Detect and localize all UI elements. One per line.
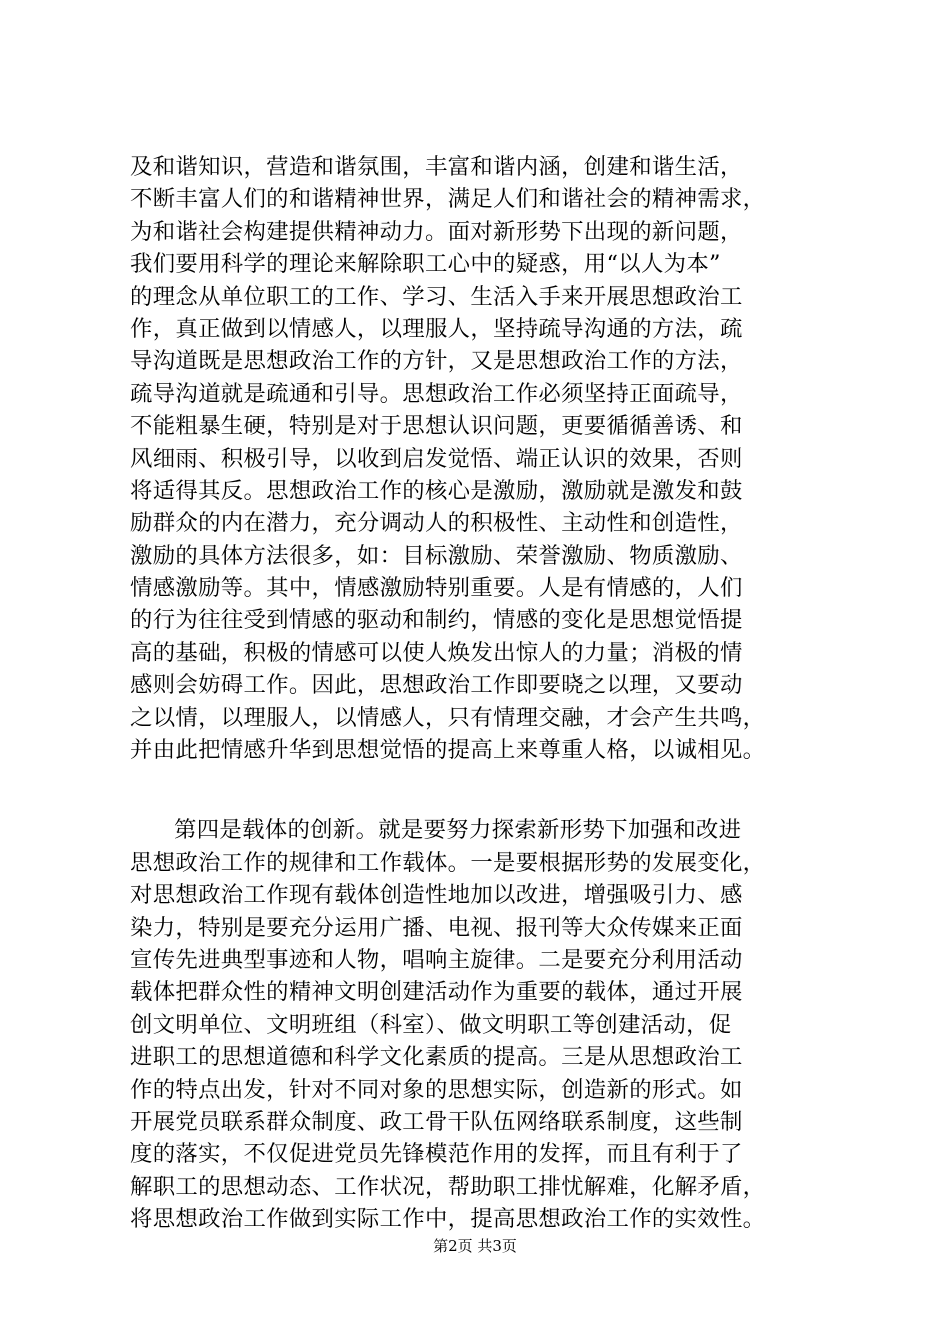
paragraph-line: 对思想政治工作现有载体创造性地加以改进，增强吸引力、感 — [130, 882, 743, 909]
paragraph-line: 风细雨、积极引导，以收到启发觉悟、端正认识的效果，否则 — [130, 445, 743, 472]
paragraph-line: 并由此把情感升华到思想觉悟的提高上来尊重人格，以诚相见。 — [130, 737, 766, 764]
paragraph-line: 我们要用科学的理论来解除职工心中的疑惑，用“以人为本” — [130, 251, 721, 278]
paragraph-line: 解职工的思想动态、工作状况，帮助职工排忧解难，化解矛盾， — [130, 1173, 766, 1200]
paragraph-line: 作的特点出发，针对不同对象的思想实际，创造新的形式。如 — [130, 1076, 743, 1103]
paragraph-line: 将适得其反。思想政治工作的核心是激励，激励就是激发和鼓 — [130, 477, 743, 504]
paragraph-line: 疏导沟道就是疏通和引导。思想政治工作必须坚持正面疏导， — [130, 380, 743, 407]
paragraph-line: 及和谐知识，营造和谐氛围，丰富和谐内涵，创建和谐生活， — [130, 154, 743, 180]
paragraph-line: 为和谐社会构建提供精神动力。面对新形势下出现的新问题， — [130, 218, 743, 245]
paragraph-line: 将思想政治工作做到实际工作中，提高思想政治工作的实效性。 — [130, 1206, 766, 1233]
paragraph-spacer — [130, 766, 850, 814]
page-number-label: 第2页 共3页 — [433, 1237, 517, 1255]
paragraph-line: 激励的具体方法很多，如：目标激励、荣誉激励、物质激励、 — [130, 542, 743, 569]
paragraph-line: 宣传先进典型事迹和人物，唱响主旋律。二是要充分利用活动 — [130, 946, 743, 973]
paragraph-2 — [130, 814, 850, 1235]
paragraph-line: 度的落实，不仅促进党员先锋模范作用的发挥，而且有利于了 — [130, 1141, 743, 1168]
paragraph-line: 创文明单位、文明班组（科室）、做文明职工等创建活动，促 — [130, 1011, 732, 1038]
paragraph-line: 进职工的思想道德和科学文化素质的提高。三是从思想政治工 — [130, 1044, 743, 1071]
paragraph-line: 载体把群众性的精神文明创建活动作为重要的载体，通过开展 — [130, 979, 743, 1006]
paragraph-line: 感则会妨碍工作。因此，思想政治工作即要晓之以理，又要动 — [130, 672, 743, 699]
document-body — [130, 151, 850, 1236]
paragraph-line: 导沟道既是思想政治工作的方针，又是思想政治工作的方法， — [130, 348, 743, 375]
page-footer — [0, 1236, 950, 1256]
paragraph-line: 情感激励等。其中，情感激励特别重要。人是有情感的，人们 — [130, 575, 743, 602]
paragraph-line: 的理念从单位职工的工作、学习、生活入手来开展思想政治工 — [130, 283, 743, 310]
paragraph-line: 第四是载体的创新。就是要努力探索新形势下加强和改进 — [174, 817, 742, 844]
paragraph-line: 染力，特别是要充分运用广播、电视、报刊等大众传媒来正面 — [130, 914, 743, 941]
paragraph-line: 高的基础，积极的情感可以使人焕发出惊人的力量；消极的情 — [130, 639, 743, 666]
paragraph-line: 励群众的内在潜力，充分调动人的积极性、主动性和创造性， — [130, 510, 743, 537]
paragraph-line: 思想政治工作的规律和工作载体。一是要根据形势的发展变化， — [130, 849, 766, 876]
paragraph-line: 开展党员联系群众制度、政工骨干队伍网络联系制度，这些制 — [130, 1108, 743, 1135]
paragraph-line: 之以情，以理服人，以情感人，只有情理交融，才会产生共鸣， — [130, 704, 766, 731]
paragraph-line: 不断丰富人们的和谐精神世界，满足人们和谐社会的精神需求， — [130, 186, 766, 213]
paragraph-line: 不能粗暴生硬，特别是对于思想认识问题，更要循循善诱、和 — [130, 413, 743, 440]
paragraph-line: 的行为往往受到情感的驱动和制约，情感的变化是思想觉悟提 — [130, 607, 743, 634]
paragraph-line: 作，真正做到以情感人，以理服人，坚持疏导沟通的方法，疏 — [130, 315, 743, 342]
paragraph-1 — [130, 151, 850, 766]
